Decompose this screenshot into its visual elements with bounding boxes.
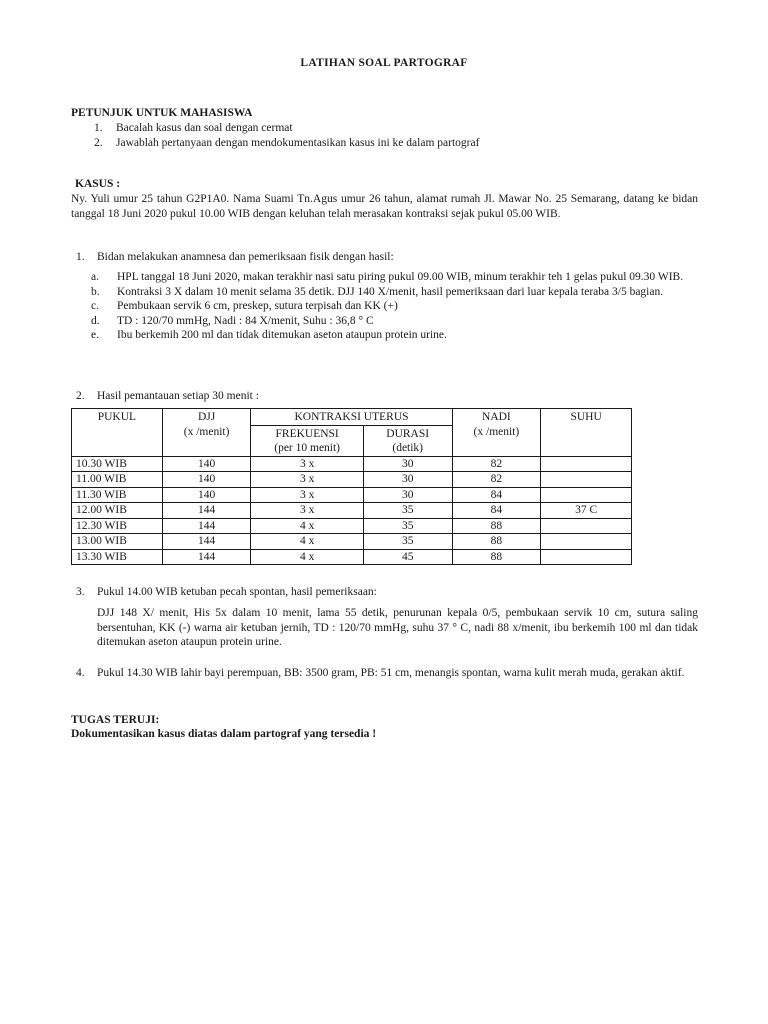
table-row <box>72 472 632 488</box>
table-row <box>72 549 632 565</box>
list-item <box>91 285 698 300</box>
question-text: Pukul 14.30 WIB lahir bayi perempuan, BB: 3500 gram, PB: 51 cm, menangis spontan, warna kulit merah muda, gerakan aktif. <box>97 667 685 679</box>
cell-frekuensi: 4 x <box>251 534 363 550</box>
list-item-letter: c. <box>91 300 99 312</box>
observation-table <box>71 408 632 565</box>
page-title: LATIHAN SOAL PARTOGRAF <box>300 57 468 69</box>
cell-pukul: 12.00 WIB <box>72 503 163 519</box>
question-number: 4. <box>76 667 85 679</box>
cell-pukul: 10.30 WIB <box>72 456 163 472</box>
cell-nadi: 88 <box>452 534 541 550</box>
list-item <box>91 299 698 314</box>
question-3 <box>76 585 698 600</box>
table-row <box>72 518 632 534</box>
cell-nadi: 82 <box>452 472 541 488</box>
question-text: Hasil pemantauan setiap 30 menit : <box>97 390 259 402</box>
cell-suhu: 37 C <box>541 503 632 519</box>
cell-djj: 144 <box>162 549 251 565</box>
list-item-text: Jawablah pertanyaan dengan mendokumentasikan kasus ini ke dalam partograf <box>116 136 480 149</box>
cell-frekuensi: 4 x <box>251 549 363 565</box>
case-heading: KASUS : <box>75 178 121 190</box>
question-number: 2. <box>76 390 85 402</box>
cell-pukul: 12.30 WIB <box>72 518 163 534</box>
cell-pukul: 11.30 WIB <box>72 487 163 503</box>
list-item-letter: b. <box>91 285 100 298</box>
question-number: 3. <box>76 586 85 598</box>
question-4 <box>76 666 698 681</box>
question-number: 1. <box>76 251 85 263</box>
cell-suhu <box>541 487 632 503</box>
cell-pukul: 13.00 WIB <box>72 534 163 550</box>
list-item <box>94 136 479 151</box>
header-durasi: DURASI (detik) <box>363 425 452 456</box>
cell-frekuensi: 3 x <box>251 472 363 488</box>
header-kontraksi: KONTRAKSI UTERUS <box>251 409 452 426</box>
question-1 <box>76 250 698 265</box>
list-item-text: Ibu berkemih 200 ml dan tidak ditemukan aseton ataupun protein urine. <box>117 329 447 341</box>
question-text: Bidan melakukan anamnesa dan pemeriksaan fisik dengan hasil: <box>97 251 394 263</box>
list-item <box>94 121 479 136</box>
cell-durasi: 35 <box>363 534 452 550</box>
table-row <box>72 487 632 503</box>
list-item-text: Pembukaan servik 6 cm, preskep, sutura terpisah dan KK (+) <box>117 300 398 312</box>
table-row <box>72 534 632 550</box>
task-text: Dokumentasikan kasus diatas dalam partograf yang tersedia ! <box>71 728 377 740</box>
cell-nadi: 82 <box>452 456 541 472</box>
cell-djj: 144 <box>162 534 251 550</box>
cell-suhu <box>541 456 632 472</box>
header-frekuensi: FREKUENSI (per 10 menit) <box>251 425 363 456</box>
cell-durasi: 35 <box>363 503 452 519</box>
list-item-letter: e. <box>91 329 99 341</box>
table-row <box>72 456 632 472</box>
list-item-text: HPL tanggal 18 Juni 2020, makan terakhir nasi satu piring pukul 09.00 WIB, minum terakhir teh 1 gelas pukul 09.30 WIB. <box>117 271 684 283</box>
list-item <box>91 328 698 343</box>
cell-djj: 140 <box>162 487 251 503</box>
list-item-text: Bacalah kasus dan soal dengan cermat <box>116 122 293 134</box>
cell-pukul: 13.30 WIB <box>72 549 163 565</box>
table-row <box>72 503 632 519</box>
cell-durasi: 30 <box>363 487 452 503</box>
case-text: Ny. Yuli umur 25 tahun G2P1A0. Nama Suami Tn.Agus umur 26 tahun, alamat rumah Jl. Mawar No. 25 Semarang, datang ke bidan tanggal 18 Juni 2020 pukul 10.00 WIB dengan keluhan telah merasakan kontraksi sejak pukul 05.00 WIB. <box>71 193 698 220</box>
list-item-letter: a. <box>91 271 99 283</box>
cell-frekuensi: 3 x <box>251 456 363 472</box>
exam-results-list <box>91 270 698 343</box>
list-item <box>91 270 698 285</box>
cell-djj: 144 <box>162 518 251 534</box>
cell-nadi: 88 <box>452 549 541 565</box>
cell-suhu <box>541 549 632 565</box>
cell-durasi: 30 <box>363 456 452 472</box>
question-2 <box>76 389 698 404</box>
cell-frekuensi: 3 x <box>251 503 363 519</box>
cell-suhu <box>541 472 632 488</box>
question-text: Pukul 14.00 WIB ketuban pecah spontan, hasil pemeriksaan: <box>97 586 377 598</box>
table-header-row <box>72 409 632 426</box>
cell-suhu <box>541 518 632 534</box>
question-3-detail: DJJ 148 X/ menit, His 5x dalam 10 menit, lama 55 detik, penurunan kepala 0/5, pembukaan servik 10 cm, sutura saling bersentuhan, KK (-) warna air ketuban jernih, TD : 120/70 mmHg, suhu 37 ° C, nadi 88 x/menit, ibu berkemih 100 ml dan tidak ditemukan aseton ataupun protein urine. <box>97 607 698 648</box>
header-nadi: NADI (x /menit) <box>452 409 541 457</box>
cell-frekuensi: 3 x <box>251 487 363 503</box>
header-pukul: PUKUL <box>72 409 163 457</box>
header-suhu: SUHU <box>541 409 632 457</box>
list-item-number: 1. <box>94 122 103 134</box>
cell-djj: 140 <box>162 456 251 472</box>
cell-suhu <box>541 534 632 550</box>
cell-nadi: 84 <box>452 503 541 519</box>
list-item <box>91 314 698 329</box>
list-item-text: TD : 120/70 mmHg, Nadi : 84 X/menit, Suhu : 36,8 ° C <box>117 314 374 327</box>
instructions-list <box>94 121 479 150</box>
cell-nadi: 84 <box>452 487 541 503</box>
list-item-letter: d. <box>91 314 100 327</box>
instructions-heading: PETUNJUK UNTUK MAHASISWA <box>71 107 253 119</box>
list-item-text: Kontraksi 3 X dalam 10 menit selama 35 detik. DJJ 140 X/menit, hasil pemeriksaan dari luar kepala teraba 3/5 bagian. <box>117 285 664 298</box>
cell-djj: 140 <box>162 472 251 488</box>
cell-djj: 144 <box>162 503 251 519</box>
list-item-number: 2. <box>94 136 103 149</box>
cell-durasi: 35 <box>363 518 452 534</box>
cell-nadi: 88 <box>452 518 541 534</box>
cell-durasi: 30 <box>363 472 452 488</box>
cell-pukul: 11.00 WIB <box>72 472 163 488</box>
cell-frekuensi: 4 x <box>251 518 363 534</box>
cell-durasi: 45 <box>363 549 452 565</box>
header-djj: DJJ (x /menit) <box>162 409 251 457</box>
task-heading: TUGAS TERUJI: <box>71 714 160 726</box>
